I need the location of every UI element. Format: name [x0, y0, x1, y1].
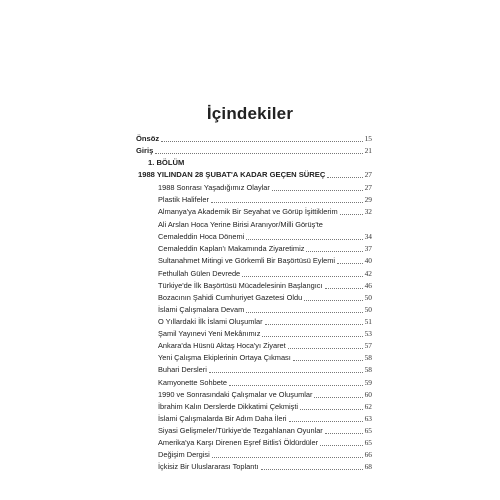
toc-entry: [158, 437, 372, 449]
toc-entry-page: 66: [364, 450, 372, 459]
toc-entry-page: 51: [364, 317, 372, 326]
toc-entry: [158, 243, 372, 255]
toc-entry-title: 1988 Sonrası Yaşadığımız Olaylar: [158, 183, 270, 192]
toc-entry-title: Ali Arslan Hoca Yerine Birisi Aranıyor/Milli Görüş'te: [158, 220, 323, 229]
toc-entry-title: O Yıllardaki İlk İslami Oluşumlar: [158, 317, 263, 326]
toc-entry-title: Amerika'ya Karşı Direnen Eşref Bitlis'i Öldürdüler: [158, 438, 319, 447]
dot-leader: [272, 189, 363, 191]
toc-section-heading: [148, 157, 384, 169]
dot-leader: [229, 384, 363, 386]
toc-entry: [158, 268, 372, 280]
toc-entry-title: Kamyonette Sohbete: [158, 378, 228, 387]
dot-leader: [212, 456, 363, 458]
toc-entry-title: Giriş: [136, 146, 154, 155]
dot-leader: [306, 250, 362, 252]
dot-leader: [327, 176, 362, 178]
dot-leader: [265, 323, 363, 325]
dot-leader: [289, 420, 363, 422]
toc-entry: [138, 169, 372, 181]
dot-leader: [288, 347, 363, 349]
toc-entry-page: 46: [364, 281, 372, 290]
toc-entry-title: Cemaleddin Kaplan'ı Makamında Ziyaretimiz: [158, 244, 305, 253]
toc-entry-title: Almanya'ya Akademik Bir Seyahat ve Görüp İşittiklerim: [158, 207, 338, 216]
toc-entry-page: 40: [364, 256, 372, 265]
toc-entry-page: 42: [364, 269, 372, 278]
dot-leader: [325, 432, 363, 434]
toc-entry-title: Yeni Çalışma Ekiplerinin Ortaya Çıkması: [158, 353, 291, 362]
toc-entry-page: 32: [364, 207, 372, 216]
toc-entry-title: Türkiye'de İlk Başörtüsü Mücadelesinin Başlangıcı: [158, 281, 323, 290]
toc-entry-page: 63: [364, 414, 372, 423]
toc-entry-page: 50: [364, 305, 372, 314]
toc-entry: [158, 219, 372, 231]
toc-entry-title: İbrahim Kalın Derslerde Dikkatimi Çekmişti: [158, 402, 299, 411]
toc-entry: [158, 449, 372, 461]
toc-entry: [158, 377, 372, 389]
dot-leader: [304, 299, 362, 301]
toc-entry-title: 1990 ve Sonrasındaki Çalışmalar ve Oluşumlar: [158, 390, 313, 399]
toc-entry: [158, 280, 372, 292]
toc-entry: [158, 194, 372, 206]
toc-entry-page: 58: [364, 365, 372, 374]
toc-entry: [158, 352, 372, 364]
toc-entry: [136, 145, 372, 157]
toc-entry-page: 37: [364, 244, 372, 253]
dot-leader: [246, 238, 362, 240]
toc-entry-page: 65: [364, 426, 372, 435]
toc-entry: [158, 401, 372, 413]
toc-section-title: 1988 YILINDAN 28 ŞUBAT'A KADAR GEÇEN SÜREÇ: [138, 170, 326, 179]
toc-entry: [158, 340, 372, 352]
toc-entry-page: 21: [364, 146, 372, 155]
toc-entry-title: Sultanahmet Mitingi ve Görkemli Bir Başörtüsü Eylemi: [158, 256, 336, 265]
dot-leader: [209, 371, 363, 373]
toc-entry-title: Ankara'da Hüsnü Aktaş Hoca'yı Ziyaret: [158, 341, 286, 350]
toc-entry-page: 68: [364, 462, 372, 471]
toc-entry: [158, 292, 372, 304]
dot-leader: [337, 262, 363, 264]
toc-entry-page: 57: [364, 341, 372, 350]
toc-section-label: 1. BÖLÜM: [148, 158, 185, 167]
toc-entry-title: Değişim Dergisi: [158, 450, 210, 459]
dot-leader: [300, 408, 363, 410]
toc-entry-page: 58: [364, 353, 372, 362]
dot-leader: [261, 468, 363, 470]
toc-entry-title: İçkisiz Bir Uluslararası Toplantı: [158, 462, 259, 471]
toc-entry-page: 27: [364, 170, 372, 179]
toc-entry: [158, 389, 372, 401]
toc-entry-title: Bozacının Şahidi Cumhuriyet Gazetesi Oldu: [158, 293, 303, 302]
toc-entry-title: İslami Çalışmalara Devam: [158, 305, 245, 314]
toc-entry: [158, 206, 372, 218]
toc-entry-title: İslami Çalışmalarda Bir Adım Daha İleri: [158, 414, 287, 423]
dot-leader: [340, 213, 363, 215]
dot-leader: [293, 359, 363, 361]
toc-entry-title: Buhari Dersleri: [158, 365, 207, 374]
dot-leader: [320, 444, 362, 446]
toc-entry-page: 27: [364, 183, 372, 192]
toc-entry: [136, 133, 372, 145]
toc-entry-title: Fethullah Gülen Devrede: [158, 269, 241, 278]
toc-entry-page: 29: [364, 195, 372, 204]
dot-leader: [262, 335, 362, 337]
toc-entry-page: 59: [364, 378, 372, 387]
toc-entry-page: 50: [364, 293, 372, 302]
toc-entry: [158, 255, 372, 267]
toc-entry-title: Şamil Yayınevi Yeni Mekânımız: [158, 329, 261, 338]
dot-leader: [246, 311, 362, 313]
dot-leader: [161, 140, 362, 142]
toc-entry-page: 62: [364, 402, 372, 411]
toc-entry: [158, 328, 372, 340]
dot-leader: [325, 287, 363, 289]
toc-entry: [158, 461, 372, 473]
toc-entry: [158, 316, 372, 328]
toc-entry-page: 15: [364, 134, 372, 143]
toc-entry-title: Cemaleddin Hoca Dönemi: [158, 232, 245, 241]
dot-leader: [314, 396, 362, 398]
toc-entry: [158, 364, 372, 376]
toc-entry-page: 65: [364, 438, 372, 447]
toc-entry: [158, 231, 372, 243]
toc-entry-title: Önsöz: [136, 134, 160, 143]
toc-entry: [158, 182, 372, 194]
toc-entry: [158, 413, 372, 425]
dot-leader: [155, 152, 362, 154]
toc-entry-page: 60: [364, 390, 372, 399]
toc-entry-page: 53: [364, 329, 372, 338]
toc-entry: [158, 425, 372, 437]
toc-entry: [158, 304, 372, 316]
toc-entry-title: Siyasi Gelişmeler/Türkiye'de Tezgahlanan Oyunlar: [158, 426, 323, 435]
toc-entry-title: Plastik Halifeler: [158, 195, 209, 204]
page-title: İçindekiler: [206, 104, 294, 123]
toc-entry-page: 34: [364, 232, 372, 241]
dot-leader: [242, 275, 362, 277]
dot-leader: [211, 201, 363, 203]
